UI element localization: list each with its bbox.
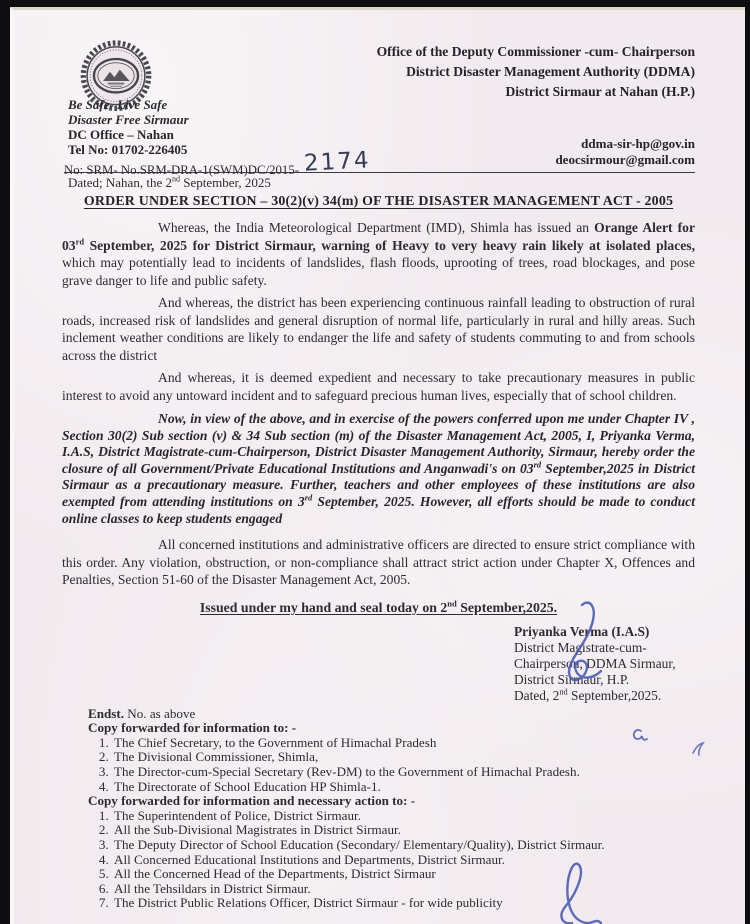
telephone-number: Tel No: 01702-226405 <box>68 142 188 157</box>
reference-number: No: SRM- No.SRM-DRA-1(SWM)DC/2015- <box>64 163 299 177</box>
signature-block <box>514 624 734 704</box>
list-item: 3. The Deputy Director of School Education (Secondary/ Elementary/Quality), District Sirmaur. <box>112 838 695 853</box>
dc-office-line: DC Office – Nahan <box>68 127 174 142</box>
order-paragraph-whereas-3: And whereas, it is deemed expedient and necessary to take precautionary measures in public interest to avoid any untoward incident and to safeguard precious human lives, especially that of school children. <box>62 370 695 403</box>
office-line: Office of the Deputy Commissioner -cum- Chairperson <box>376 44 695 59</box>
signature-date: Dated, 2nd September,2025. <box>514 687 662 703</box>
office-line: District Disaster Management Authority (DDMA) <box>406 64 695 79</box>
list-item: 7. The District Public Relations Officer, District Sirmaur - for wide publicity <box>112 896 695 911</box>
signatory-name: Priyanka Verma (I.A.S) <box>514 623 650 639</box>
order-title: ORDER UNDER SECTION – 30(2)(v) 34(m) OF THE DISASTER MANAGEMENT ACT - 2005 <box>83 194 674 209</box>
date-line: Dated; Nahan, the 2nd September, 2025 <box>68 174 271 190</box>
list-item: 2. The Divisional Commissioner, Shimla, <box>112 750 695 765</box>
issued-line: Issued under my hand and seal today on 2nd September,2025. <box>199 598 558 615</box>
copy-action-heading: Copy forwarded for information and necessary action to: - <box>88 793 416 809</box>
office-line: District Sirmaur at Nahan (H.P.) <box>505 84 695 99</box>
motto-line-1: Be Safe- Live Safe <box>68 97 168 112</box>
copy-info-heading: Copy forwarded for information to: - <box>88 720 297 736</box>
endst-line: Endst. No. as above <box>88 705 196 721</box>
order-compliance-paragraph: All concerned institutions and administrative officers are directed to ensure strict compliance with this order. Any violation, obstruction, or non-compliance shall attract strict action under Chapter X, Offences and Penalties, Section 51-60 of the Disaster Management Act, 2005. <box>62 537 695 588</box>
office-title-block <box>377 42 695 102</box>
endorsement-section <box>88 707 695 911</box>
list-item: 5. All the Concerned Head of the Departments, District Sirmaur <box>112 867 695 882</box>
list-item: 1. The Chief Secretary, to the Government of Himachal Pradesh <box>112 736 695 751</box>
list-item: 6. All the Tehsildars in District Sirmaur. <box>112 882 695 897</box>
signatory-designation: District Sirmaur, H.P. <box>514 671 630 687</box>
order-operative-paragraph: Now, in view of the above, and in exercise of the powers conferred upon me under Chapter IV , Section 30(2) Sub section (v) & 34 Sub section (m) of the Disaster Management Act, 2005, I, Priyanka Verma, I.A.S, District Magistrate-cum-Chairperson, District Disaster Management Authority, Sirmaur, hereby order the closure of all Government/Private Educational Institutions and Anganwadi's on 03rd September,2025 in District Sirmaur as a precautionary measure. Further, teachers and other employees of these institutions are also exempted from attending institutions on 3rd September, 2025. However, all efforts should be made to conduct online classes to keep students engaged <box>62 411 695 526</box>
list-item: 4. The Directorate of School Education HP Shimla-1. <box>112 780 695 795</box>
motto-line-2: Disaster Free Sirmaur <box>68 112 189 127</box>
scanned-document-page <box>10 7 745 924</box>
handwritten-dispatch-number: 2174 <box>303 147 372 177</box>
email-gov: ddma-sir-hp@gov.in <box>581 136 695 151</box>
list-item: 3. The Director-cum-Special Secretary (Rev-DM) to the Government of Himachal Pradesh. <box>112 765 695 780</box>
list-item: 4. All Concerned Educational Institutions and Departments, District Sirmaur. <box>112 853 695 868</box>
copy-info-list <box>88 736 695 794</box>
order-paragraph-whereas-1: Whereas, the India Meteorological Department (IMD), Shimla has issued an Orange Alert for 03rd September, 2025 for District Sirmaur, warning of Heavy to very heavy rain likely at isolated places, which may potentially lead to incidents of landslides, flash floods, uprooting of trees, road blockages, and pose grave danger to life and public safety. <box>62 220 695 288</box>
list-item: 1. The Superintendent of Police, District Sirmaur. <box>112 809 695 824</box>
letterhead <box>62 40 695 190</box>
email-gmail: deocsirmour@gmail.com <box>555 152 695 167</box>
list-item: 2. All the Sub-Divisional Magistrates in District Sirmaur. <box>112 823 695 838</box>
order-paragraph-whereas-2: And whereas, the district has been experiencing continuous rainfall leading to obstruction of rural roads, increased risk of landslides and general disruption of normal life, particularly in rural and hilly areas. Such inclement weather conditions are likely to endanger the life and safety of students commuting to and from schools across the district <box>62 295 695 363</box>
signatory-designation: Chairperson, DDMA Sirmaur, <box>514 655 676 671</box>
copy-action-list <box>88 809 695 911</box>
signatory-designation: District Magistrate-cum- <box>514 639 647 655</box>
